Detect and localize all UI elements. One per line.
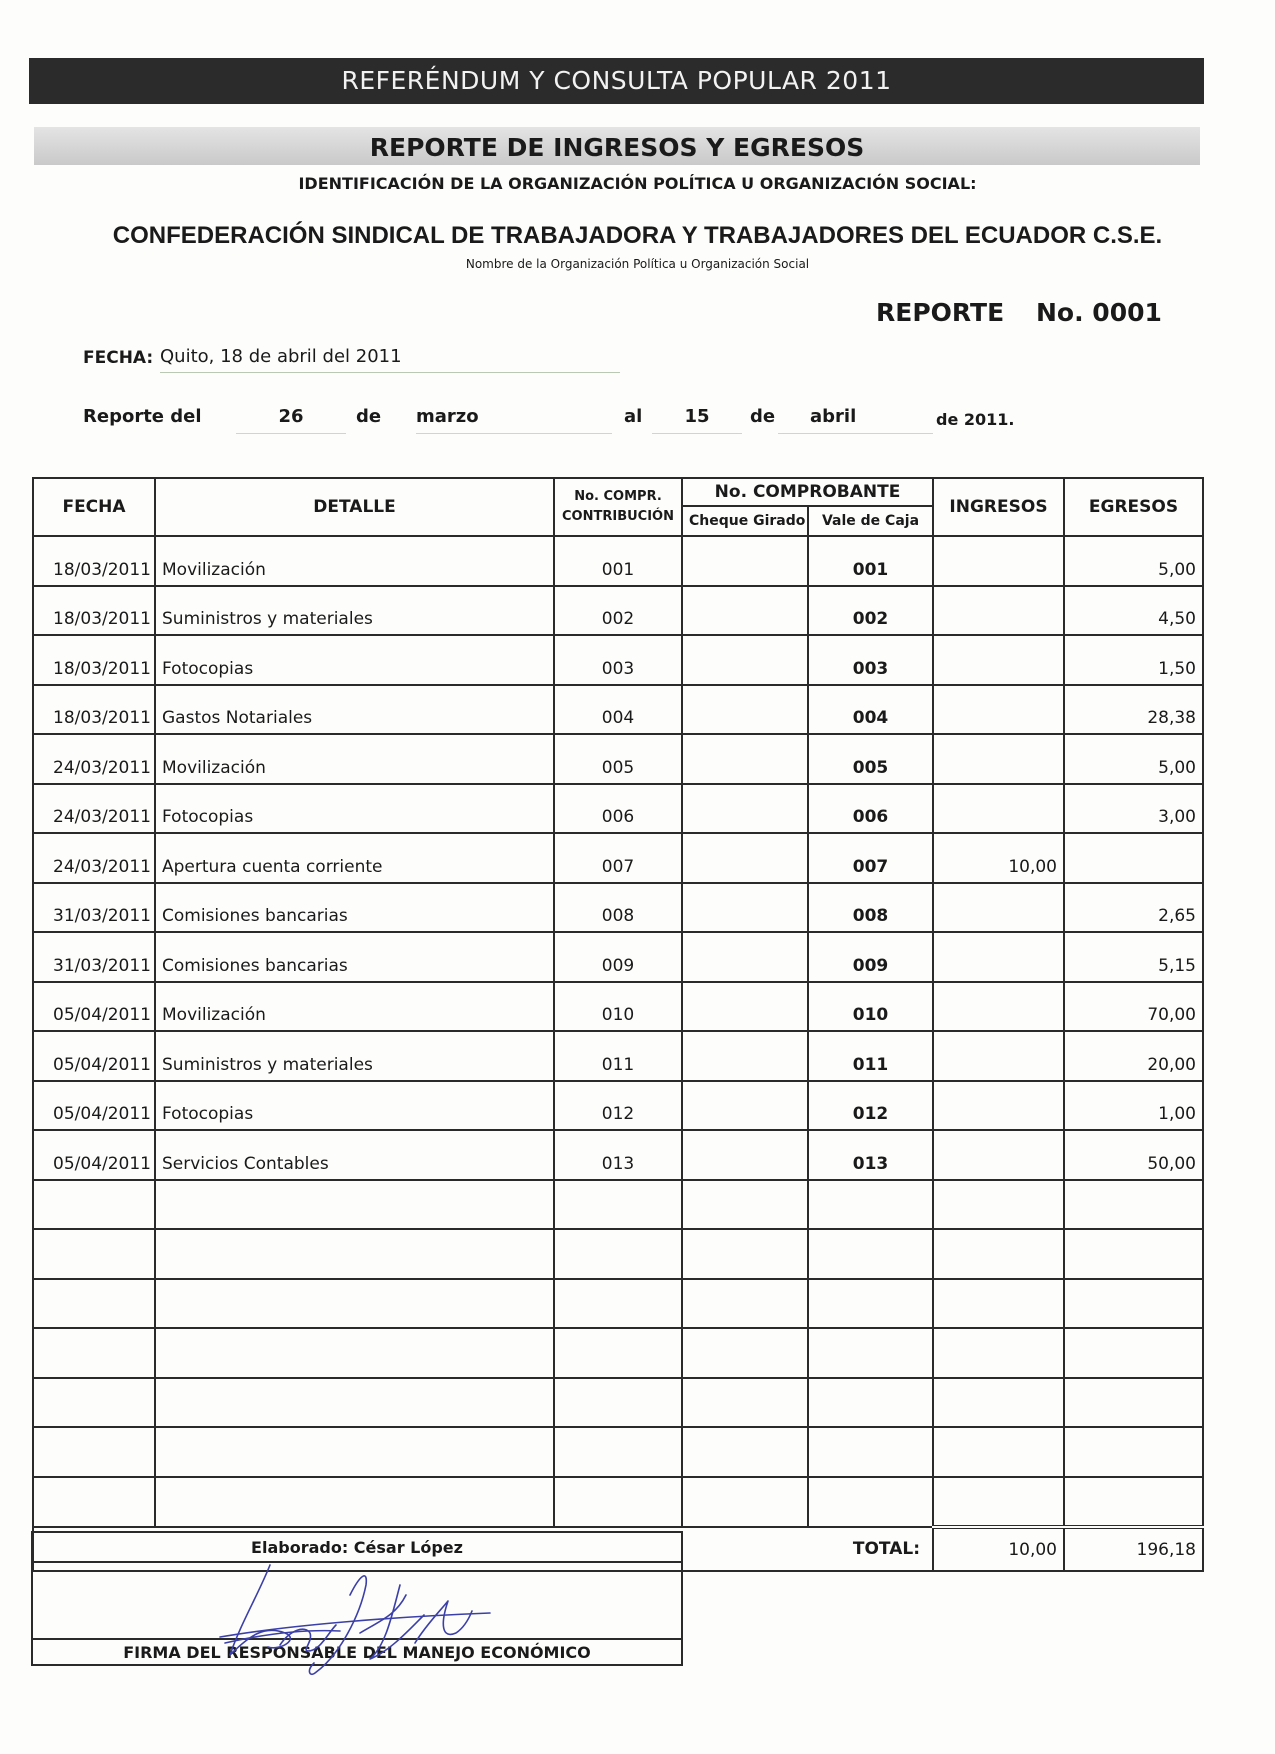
table-row xyxy=(33,1279,1203,1329)
cell-egresos: 3,00 xyxy=(1064,784,1203,834)
firma-label: FIRMA DEL RESPONSABLE DEL MANEJO ECONÓMICO xyxy=(33,1638,681,1664)
cell-ingresos xyxy=(933,1180,1064,1230)
cell-detalle: Servicios Contables xyxy=(155,1130,554,1180)
cell-detalle: Movilización xyxy=(155,982,554,1032)
cell-fecha xyxy=(33,1279,155,1329)
cell-contribucion xyxy=(554,1378,682,1428)
cell-fecha xyxy=(33,1229,155,1279)
header-fecha: FECHA xyxy=(33,478,155,536)
cell-cheque-girado xyxy=(682,932,808,982)
cell-fecha: 18/03/2011 xyxy=(33,635,155,685)
cell-vale-de-caja: 012 xyxy=(808,1081,933,1131)
table-row xyxy=(33,1130,1203,1180)
cell-ingresos xyxy=(933,982,1064,1032)
cell-vale-de-caja: 008 xyxy=(808,883,933,933)
cell-fecha: 24/03/2011 xyxy=(33,833,155,883)
header-no-comprobante: No. COMPROBANTE xyxy=(682,478,933,506)
cell-vale-de-caja: 005 xyxy=(808,734,933,784)
cell-detalle: Suministros y materiales xyxy=(155,1031,554,1081)
period-year: de 2011. xyxy=(936,410,1015,429)
table-row xyxy=(33,685,1203,735)
cell-egresos: 5,00 xyxy=(1064,734,1203,784)
cell-detalle xyxy=(155,1328,554,1378)
period-al: al xyxy=(624,406,643,427)
cell-contribucion: 001 xyxy=(554,536,682,586)
table-row xyxy=(33,586,1203,636)
cell-fecha xyxy=(33,1328,155,1378)
cell-egresos: 4,50 xyxy=(1064,586,1203,636)
cell-vale-de-caja xyxy=(808,1180,933,1230)
header-no-compr-contribucion xyxy=(554,478,682,536)
table-row xyxy=(33,1378,1203,1428)
cell-cheque-girado xyxy=(682,982,808,1032)
cell-ingresos xyxy=(933,1477,1064,1528)
cell-vale-de-caja xyxy=(808,1279,933,1329)
cell-ingresos xyxy=(933,1229,1064,1279)
cell-contribucion xyxy=(554,1328,682,1378)
table-row xyxy=(33,1229,1203,1279)
period-de-1: de xyxy=(356,406,382,427)
period-label: Reporte del xyxy=(83,406,202,427)
cell-egresos: 70,00 xyxy=(1064,982,1203,1032)
cell-vale-de-caja: 003 xyxy=(808,635,933,685)
cell-vale-de-caja xyxy=(808,1229,933,1279)
cell-ingresos xyxy=(933,586,1064,636)
table-row xyxy=(33,883,1203,933)
cell-egresos xyxy=(1064,1229,1203,1279)
cell-egresos: 28,38 xyxy=(1064,685,1203,735)
cell-vale-de-caja: 002 xyxy=(808,586,933,636)
cell-ingresos: 10,00 xyxy=(933,833,1064,883)
cell-egresos: 5,00 xyxy=(1064,536,1203,586)
organization-name: CONFEDERACIÓN SINDICAL DE TRABAJADORA Y TRABAJADORES DEL ECUADOR C.S.E. xyxy=(112,222,1163,249)
cell-vale-de-caja: 006 xyxy=(808,784,933,834)
table-row xyxy=(33,833,1203,883)
cell-detalle xyxy=(155,1477,554,1528)
cell-cheque-girado xyxy=(682,685,808,735)
cell-ingresos xyxy=(933,635,1064,685)
total-ingresos: 10,00 xyxy=(933,1527,1064,1571)
cell-ingresos xyxy=(933,1378,1064,1428)
report-label: REPORTE xyxy=(876,298,1005,327)
cell-vale-de-caja: 001 xyxy=(808,536,933,586)
cell-detalle: Fotocopias xyxy=(155,784,554,834)
cell-fecha: 31/03/2011 xyxy=(33,932,155,982)
report-number: No. 0001 xyxy=(1036,298,1162,327)
cell-egresos xyxy=(1064,1180,1203,1230)
table-row xyxy=(33,635,1203,685)
elaborado-label: Elaborado: César López xyxy=(33,1533,681,1563)
cell-fecha: 05/04/2011 xyxy=(33,1081,155,1131)
cell-fecha: 18/03/2011 xyxy=(33,685,155,735)
cell-fecha xyxy=(33,1477,155,1528)
header-cheque-girado: Cheque Girado xyxy=(682,506,808,536)
cell-fecha: 05/04/2011 xyxy=(33,982,155,1032)
ledger-table xyxy=(32,477,1204,1572)
table-row xyxy=(33,1477,1203,1528)
cell-contribucion: 013 xyxy=(554,1130,682,1180)
table-row xyxy=(33,1180,1203,1230)
cell-contribucion: 003 xyxy=(554,635,682,685)
header-ingresos: INGRESOS xyxy=(933,478,1064,536)
cell-cheque-girado xyxy=(682,1427,808,1477)
cell-contribucion xyxy=(554,1279,682,1329)
cell-cheque-girado xyxy=(682,734,808,784)
table-row xyxy=(33,1328,1203,1378)
cell-ingresos xyxy=(933,932,1064,982)
cell-contribucion: 008 xyxy=(554,883,682,933)
banner-title: REFERÉNDUM Y CONSULTA POPULAR 2011 xyxy=(29,58,1204,104)
cell-ingresos xyxy=(933,784,1064,834)
cell-contribucion xyxy=(554,1427,682,1477)
header-detalle: DETALLE xyxy=(155,478,554,536)
cell-vale-de-caja xyxy=(808,1328,933,1378)
cell-contribucion xyxy=(554,1180,682,1230)
cell-ingresos xyxy=(933,734,1064,784)
period-de-2: de xyxy=(750,406,776,427)
cell-vale-de-caja: 004 xyxy=(808,685,933,735)
cell-cheque-girado xyxy=(682,1477,808,1528)
cell-cheque-girado xyxy=(682,1229,808,1279)
cell-contribucion: 007 xyxy=(554,833,682,883)
total-label: TOTAL: xyxy=(33,1527,933,1571)
cell-ingresos xyxy=(933,1130,1064,1180)
cell-contribucion: 012 xyxy=(554,1081,682,1131)
cell-ingresos xyxy=(933,1328,1064,1378)
cell-ingresos xyxy=(933,536,1064,586)
cell-cheque-girado xyxy=(682,1378,808,1428)
cell-egresos xyxy=(1064,1328,1203,1378)
cell-cheque-girado xyxy=(682,586,808,636)
cell-detalle: Movilización xyxy=(155,734,554,784)
table-row xyxy=(33,982,1203,1032)
cell-egresos xyxy=(1064,1279,1203,1329)
period-from-day: 26 xyxy=(236,406,346,434)
table-row xyxy=(33,1081,1203,1131)
cell-contribucion: 004 xyxy=(554,685,682,735)
cell-cheque-girado xyxy=(682,1130,808,1180)
cell-detalle xyxy=(155,1378,554,1428)
cell-contribucion xyxy=(554,1477,682,1528)
header-no-compr-line1: No. COMPR. xyxy=(574,489,662,504)
cell-cheque-girado xyxy=(682,1031,808,1081)
cell-contribucion: 002 xyxy=(554,586,682,636)
handwritten-signature xyxy=(210,1555,500,1685)
period-from-month: marzo xyxy=(416,406,612,434)
cell-detalle xyxy=(155,1229,554,1279)
cell-ingresos xyxy=(933,1081,1064,1131)
identification-label: IDENTIFICACIÓN DE LA ORGANIZACIÓN POLÍTICA U ORGANIZACIÓN SOCIAL: xyxy=(298,174,977,193)
cell-egresos: 2,65 xyxy=(1064,883,1203,933)
cell-egresos xyxy=(1064,1477,1203,1528)
cell-fecha: 05/04/2011 xyxy=(33,1031,155,1081)
cell-fecha xyxy=(33,1180,155,1230)
cell-ingresos xyxy=(933,685,1064,735)
table-row xyxy=(33,784,1203,834)
cell-detalle: Fotocopias xyxy=(155,1081,554,1131)
table-row xyxy=(33,734,1203,784)
cell-vale-de-caja xyxy=(808,1378,933,1428)
cell-cheque-girado xyxy=(682,883,808,933)
cell-cheque-girado xyxy=(682,1279,808,1329)
cell-ingresos xyxy=(933,1427,1064,1477)
cell-cheque-girado xyxy=(682,1328,808,1378)
cell-detalle: Comisiones bancarias xyxy=(155,883,554,933)
period-to-day: 15 xyxy=(652,406,742,434)
cell-vale-de-caja xyxy=(808,1427,933,1477)
cell-fecha: 05/04/2011 xyxy=(33,1130,155,1180)
header-no-compr-line2: CONTRIBUCIÓN xyxy=(562,509,674,524)
cell-fecha: 24/03/2011 xyxy=(33,734,155,784)
cell-ingresos xyxy=(933,1031,1064,1081)
cell-detalle: Gastos Notariales xyxy=(155,685,554,735)
cell-egresos: 50,00 xyxy=(1064,1130,1203,1180)
cell-detalle: Apertura cuenta corriente xyxy=(155,833,554,883)
cell-fecha xyxy=(33,1378,155,1428)
cell-vale-de-caja xyxy=(808,1477,933,1528)
cell-detalle xyxy=(155,1279,554,1329)
cell-fecha: 18/03/2011 xyxy=(33,586,155,636)
cell-contribucion: 006 xyxy=(554,784,682,834)
cell-vale-de-caja: 009 xyxy=(808,932,933,982)
cell-contribucion: 005 xyxy=(554,734,682,784)
cell-egresos: 1,50 xyxy=(1064,635,1203,685)
cell-contribucion: 009 xyxy=(554,932,682,982)
cell-cheque-girado xyxy=(682,635,808,685)
header-vale-de-caja: Vale de Caja xyxy=(808,506,933,536)
cell-detalle: Fotocopias xyxy=(155,635,554,685)
report-subtitle: REPORTE DE INGRESOS Y EGRESOS xyxy=(34,127,1200,165)
cell-egresos xyxy=(1064,1378,1203,1428)
cell-ingresos xyxy=(933,1279,1064,1329)
header-egresos: EGRESOS xyxy=(1064,478,1203,536)
period-to-month: abril xyxy=(778,406,933,434)
cell-cheque-girado xyxy=(682,784,808,834)
cell-ingresos xyxy=(933,883,1064,933)
cell-fecha xyxy=(33,1427,155,1477)
table-row xyxy=(33,1031,1203,1081)
cell-contribucion: 010 xyxy=(554,982,682,1032)
cell-detalle xyxy=(155,1180,554,1230)
cell-egresos: 5,15 xyxy=(1064,932,1203,982)
cell-contribucion: 011 xyxy=(554,1031,682,1081)
cell-egresos xyxy=(1064,833,1203,883)
table-row xyxy=(33,932,1203,982)
cell-cheque-girado xyxy=(682,1180,808,1230)
cell-fecha: 18/03/2011 xyxy=(33,536,155,586)
fecha-label: FECHA: xyxy=(83,348,154,368)
cell-vale-de-caja: 011 xyxy=(808,1031,933,1081)
table-row xyxy=(33,1427,1203,1477)
organization-caption: Nombre de la Organización Política u Organización Social xyxy=(465,257,810,271)
cell-vale-de-caja: 010 xyxy=(808,982,933,1032)
total-egresos: 196,18 xyxy=(1064,1527,1203,1571)
cell-fecha: 24/03/2011 xyxy=(33,784,155,834)
cell-vale-de-caja: 013 xyxy=(808,1130,933,1180)
cell-detalle: Movilización xyxy=(155,536,554,586)
cell-detalle xyxy=(155,1427,554,1477)
cell-detalle: Comisiones bancarias xyxy=(155,932,554,982)
cell-egresos xyxy=(1064,1427,1203,1477)
cell-vale-de-caja: 007 xyxy=(808,833,933,883)
fecha-value: Quito, 18 de abril del 2011 xyxy=(160,346,620,373)
cell-cheque-girado xyxy=(682,833,808,883)
cell-cheque-girado xyxy=(682,536,808,586)
table-row xyxy=(33,536,1203,586)
cell-egresos: 20,00 xyxy=(1064,1031,1203,1081)
cell-fecha: 31/03/2011 xyxy=(33,883,155,933)
cell-cheque-girado xyxy=(682,1081,808,1131)
cell-contribucion xyxy=(554,1229,682,1279)
cell-detalle: Suministros y materiales xyxy=(155,586,554,636)
cell-egresos: 1,00 xyxy=(1064,1081,1203,1131)
